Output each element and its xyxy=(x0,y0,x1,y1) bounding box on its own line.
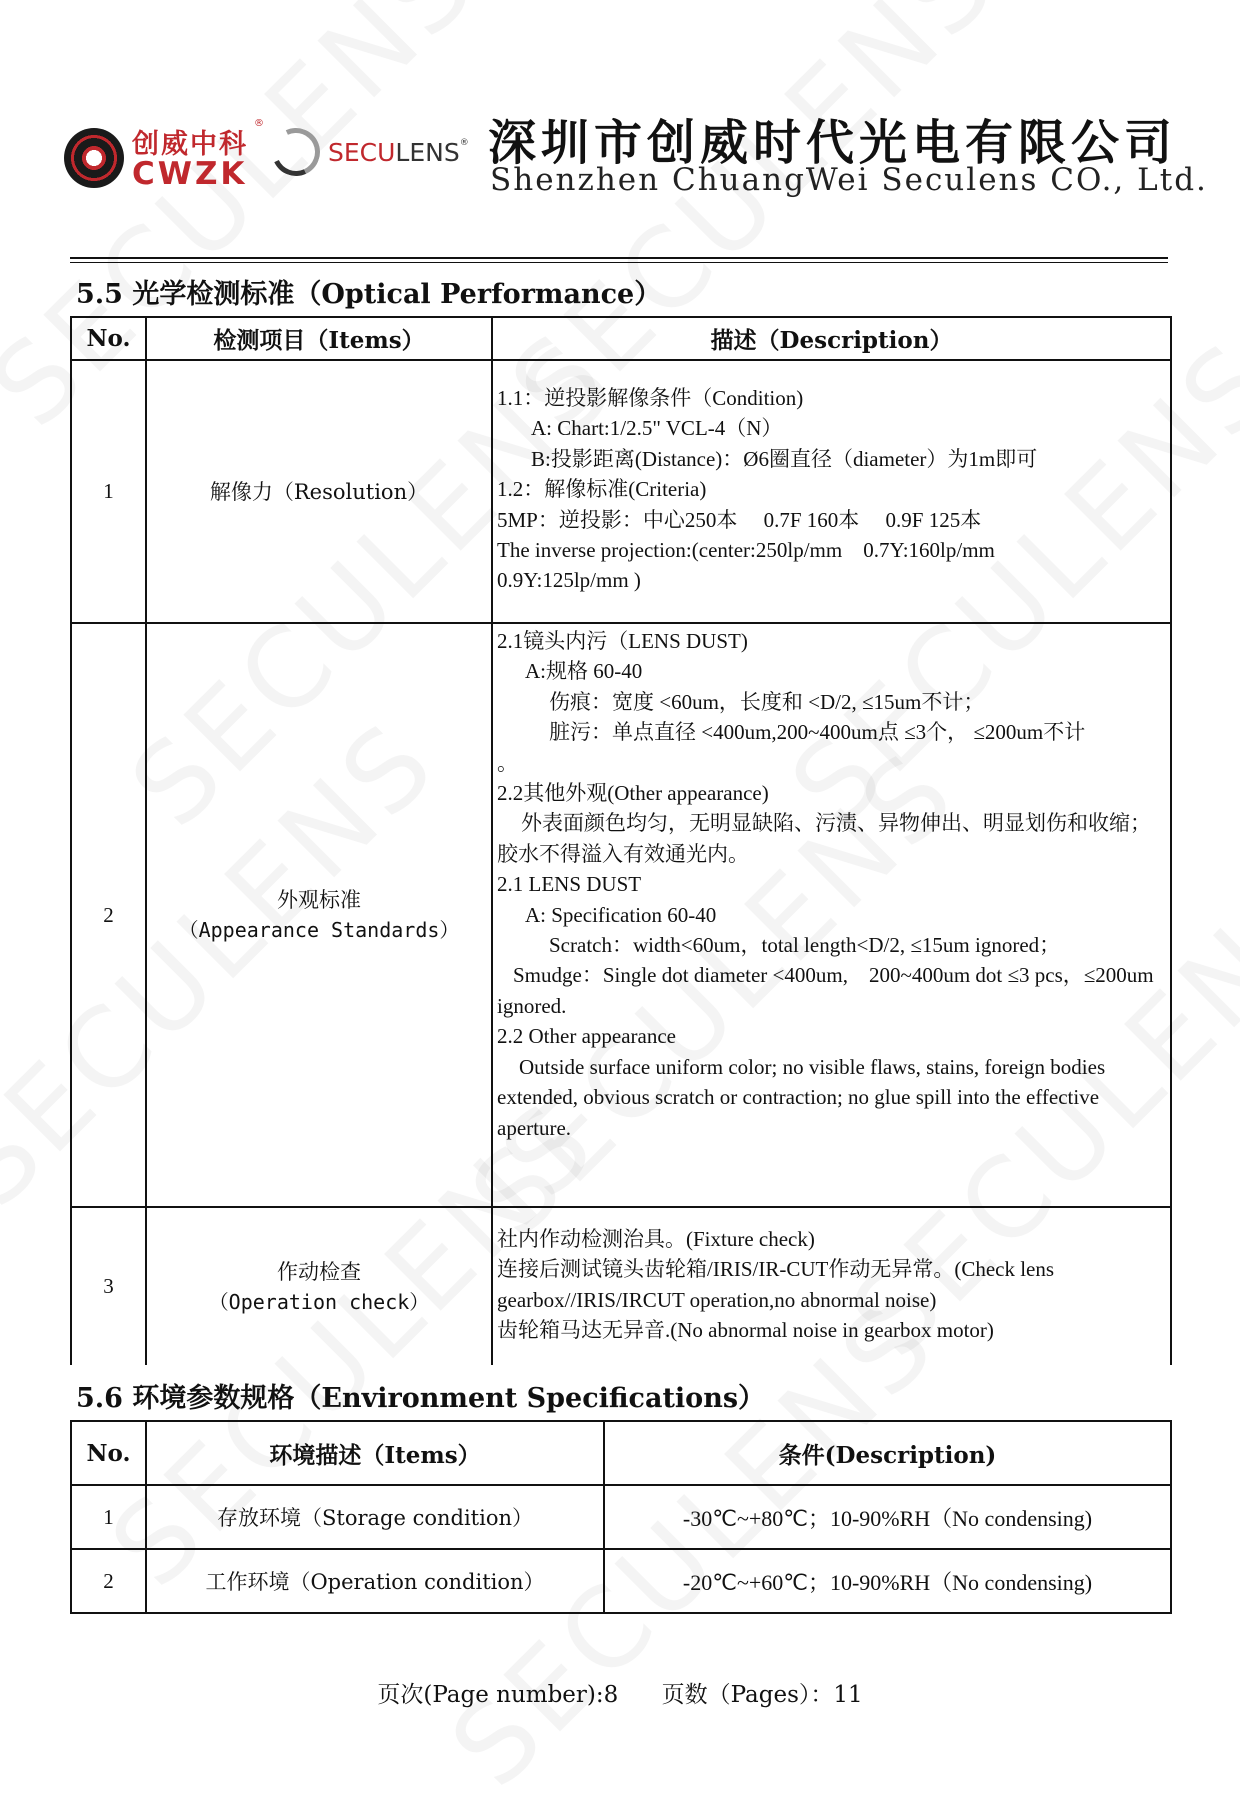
desc-line: 0.9Y:125lp/mm ) xyxy=(497,568,641,593)
row-no: 3 xyxy=(71,1207,146,1365)
desc-line: 1.2：解像标准(Criteria) xyxy=(497,477,707,502)
cwzk-logo-en: CWZK xyxy=(132,156,248,192)
desc-line: 2.2 Other appearance xyxy=(497,1024,676,1049)
header-items: 检测项目（Items） xyxy=(146,317,492,360)
page-header xyxy=(60,100,1208,210)
page-number: 页次(Page number):8 xyxy=(377,1682,619,1708)
desc-line: 2.1 LENS DUST xyxy=(497,872,642,897)
page-count: 页数（Pages）：11 xyxy=(661,1682,863,1708)
section-title-environment: 5.6 环境参数规格（Environment Specifications） xyxy=(76,1383,766,1414)
desc-line: Smudge：Single dot diameter <400um, 200~400um dot ≤3 pcs，≤200um ignored. xyxy=(497,963,1154,1018)
table-row xyxy=(71,1549,1171,1613)
header-no: No. xyxy=(71,317,146,360)
header-divider xyxy=(70,257,1168,259)
optical-performance-table xyxy=(70,316,1172,1365)
cwzk-logo-cn: 创威中科 xyxy=(132,129,248,160)
row-item: 存放环境（Storage condition） xyxy=(146,1485,604,1549)
row-description xyxy=(492,360,1171,623)
desc-line: 伤痕：宽度 <60um，长度和 <D/2, ≤15um不计； xyxy=(549,689,985,714)
row-no: 1 xyxy=(71,360,146,623)
page-footer xyxy=(0,1676,1240,1709)
desc-line: 2.1镜头内污（LENS DUST) xyxy=(497,629,748,653)
seculens-logo xyxy=(272,124,472,184)
registered-mark: ® xyxy=(459,138,469,148)
desc-line: Outside surface uniform color; no visible flaws, stains, foreign bodies extended, obvious scratch or contraction; no glue spill into the effective aperture. xyxy=(497,1054,1106,1140)
cwzk-lens-icon xyxy=(64,128,124,188)
desc-line: A: Chart:1/2.5" VCL-4（N） xyxy=(531,416,783,441)
desc-line: 脏污：单点直径 <400um,200~400um点 ≤3个， ≤200um不计 xyxy=(549,720,1086,745)
desc-line: A:规格 60-40 xyxy=(525,659,643,684)
section-title-optical: 5.5 光学检测标准（Optical Performance） xyxy=(76,279,662,310)
row-description: -30℃~+80℃；10-90%RH（No condensing) xyxy=(604,1485,1171,1549)
table-header-row xyxy=(71,1421,1171,1485)
environment-spec-table xyxy=(70,1420,1172,1614)
table-row xyxy=(71,360,1171,623)
table-header-row xyxy=(71,317,1171,360)
row-description: -20℃~+60℃；10-90%RH（No condensing) xyxy=(604,1549,1171,1613)
row-item: 工作环境（Operation condition） xyxy=(146,1549,604,1613)
row-item-line2: （Operation check） xyxy=(208,1289,430,1314)
table-row xyxy=(71,1207,1171,1365)
seculens-logo-text xyxy=(328,138,469,167)
table-row xyxy=(71,1485,1171,1549)
desc-line: 5MP：逆投影：中心250本 0.7F 160本 0.9F 125本 xyxy=(497,507,982,532)
header-no: No. xyxy=(71,1421,146,1485)
desc-line: A: Specification 60-40 xyxy=(525,902,717,927)
row-no: 2 xyxy=(71,1549,146,1613)
desc-line: 1.1：逆投影解像条件（Condition) xyxy=(497,386,804,410)
row-item-line1: 外观标准 xyxy=(277,888,361,912)
header-description: 条件(Description) xyxy=(604,1421,1171,1485)
desc-line: 外表面颜色均匀，无明显缺陷、污渍、异物伸出、明显划伤和收缩；胶水不得溢入有效通光内。 xyxy=(497,811,1151,866)
desc-line: 。 xyxy=(497,750,518,775)
seculens-swirl-icon xyxy=(265,121,327,183)
header-description: 描述（Description） xyxy=(492,317,1171,360)
desc-line: 2.2其他外观(Other appearance) xyxy=(497,781,769,806)
header-items: 环境描述（Items） xyxy=(146,1421,604,1485)
desc-line: 社内作动检测治具。(Fixture check) xyxy=(497,1227,815,1251)
row-no: 2 xyxy=(71,623,146,1207)
row-description xyxy=(492,623,1171,1207)
row-item xyxy=(146,623,492,1207)
row-description xyxy=(492,1207,1171,1365)
seculens-logo-lens: LENS xyxy=(395,138,460,167)
row-item-line1: 作动检查 xyxy=(277,1259,361,1284)
row-item-line1: 解像力（Resolution） xyxy=(209,479,429,504)
desc-line: Scratch：width<60um，total length<D/2, ≤15um ignored； xyxy=(549,933,1061,958)
table-row xyxy=(71,623,1171,1207)
company-name-cn: 深圳市创威时代光电有限公司 xyxy=(488,115,1178,171)
desc-line: The inverse projection:(center:250lp/mm 0.7Y:160lp/mm xyxy=(497,538,995,563)
row-item-line2: （Appearance Standards） xyxy=(178,918,460,942)
header-divider xyxy=(70,262,1168,263)
company-name-en: Shenzhen ChuangWei Seculens CO., Ltd. xyxy=(490,162,1208,198)
row-item xyxy=(146,1207,492,1365)
desc-line: B:投影距离(Distance)：Ø6圈直径（diameter）为1m即可 xyxy=(531,446,1038,471)
seculens-logo-sec: SECU xyxy=(328,138,396,167)
cwzk-logo xyxy=(64,118,264,198)
desc-line: 齿轮箱马达无异音.(No abnormal noise in gearbox motor) xyxy=(497,1318,994,1343)
registered-mark: ® xyxy=(254,118,264,129)
desc-line: 连接后测试镜头齿轮箱/IRIS/IR-CUT作动无异常。(Check lens gearbox//IRIS/IRCUT operation,no abnormal noise) xyxy=(497,1257,1055,1312)
row-no: 1 xyxy=(71,1485,146,1549)
row-item xyxy=(146,360,492,623)
